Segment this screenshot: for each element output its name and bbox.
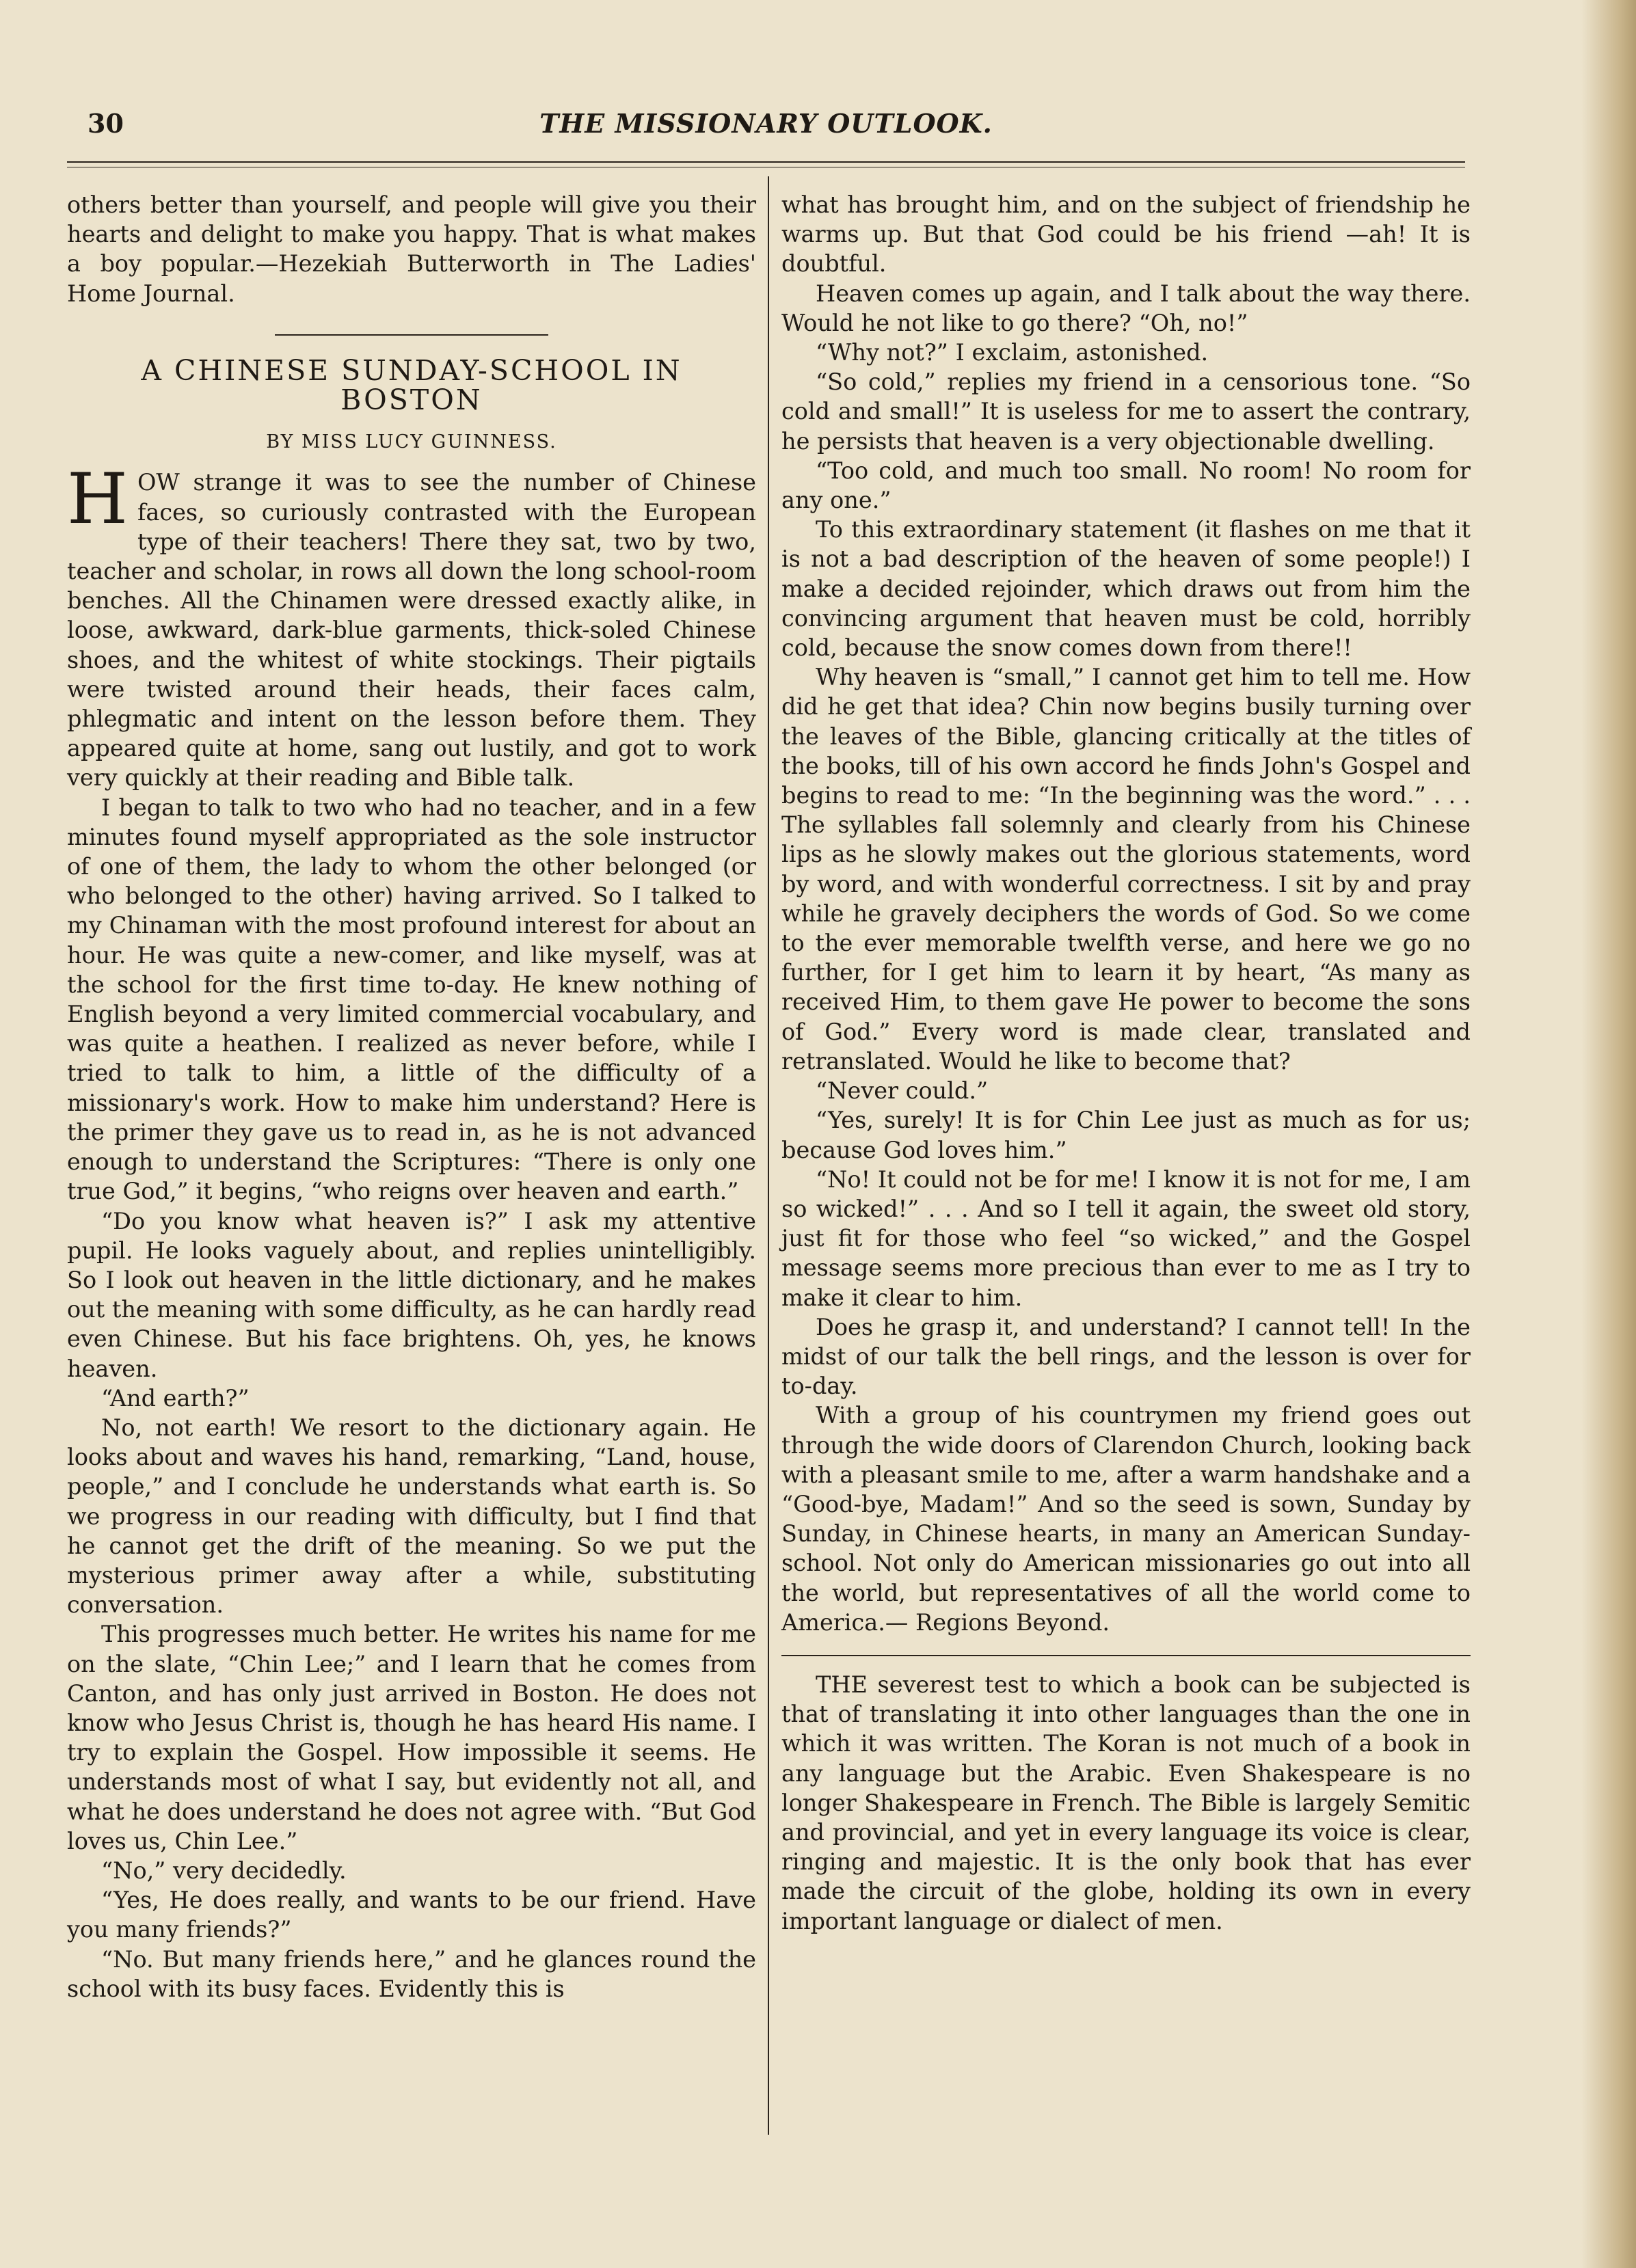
article-paragraph: Does he grasp it, and understand? I cannot tell! In the midst of our talk the bell rings, and the lesson is over for to-day. xyxy=(781,1313,1471,1400)
page-edge-shadow xyxy=(1581,0,1636,2268)
article-paragraph: Why heaven is “small,” I cannot get him to tell me. How did he get that idea? Chin now begins busily turning over the leaves of the Bible, glancing critically at the titles of the books, till of his own accord he finds John's Gospel and begins to read to me: “In the beginning was the word.” . . . The syllables fall solemnly and clearly from his Chinese lips as he slowly makes out the glorious statements, word by word, and with wonderful correctness. I sit by and pray while he gravely deciphers the words of God. So we come to the ever memorable twelfth verse, and here we go no further, for I get him to learn it by heart, “As many as received Him, to them gave He power to become the sons of God.” Every word is made clear, translated and retranslated. Would he like to become that? xyxy=(781,664,1471,1075)
article-paragraph: “And earth?” xyxy=(101,1384,250,1412)
drop-cap: H xyxy=(67,459,128,541)
article-paragraph: “Why not?” I exclaim, astonished. xyxy=(816,339,1209,366)
section-divider xyxy=(781,1655,1471,1656)
article-paragraph: This progresses much better. He writes his name for me on the slate, “Chin Lee;” and I learn that he comes from Canton, and has only just arrived in Boston. He does not know who Jesus Christ is, though he has heard His name. I try to explain the Gospel. How impossible it seems. He understands most of what I say, but evidently not all, and what he does understand he does not agree with. “But God loves us, Chin Lee.” xyxy=(67,1621,756,1854)
section-divider xyxy=(275,334,548,336)
column-divider xyxy=(768,176,769,2135)
article-paragraph: I began to talk to two who had no teacher, and in a few minutes found myself appropriated as the sole instructor of one of them, the lady to whom the other belonged (or who belonged to the other) having arrived. So I talked to my Chinaman with the most profound interest for about an hour. He was quite a new-comer, and like myself, was at the school for the first time to-day. He knew nothing of English beyond a very limited commercial vocabulary, and was quite a heathen. I realized as never before, while I tried to talk to him, a little of the difficulty of a missionary's work. How to make him understand? Here is the primer they gave us to read in, as he is not advanced enough to understand the Scriptures: “There is only one true God,” it begins, “who reigns over heaven and earth.” xyxy=(67,794,756,1205)
article-paragraph: “Never could.” xyxy=(816,1077,989,1105)
article-paragraph: To this extraordinary statement (it flashes on me that it is not a bad description of the heaven of some people!) I make a decided rejoinder, which draws out from him the convincing argument that heaven must be cold, horribly cold, because the snow comes down from there!! xyxy=(781,516,1471,662)
closing-paragraph xyxy=(781,1670,1471,1936)
article-paragraph: “Do you know what heaven is?” I ask my attentive pupil. He looks vaguely about, and replies unintelligibly. So I look out heaven in the little dictionary, and he makes out the meaning with some difficulty, as he can hardly read even Chinese. But his face brightens. Oh, yes, he knows heaven. xyxy=(67,1207,756,1382)
closing-lead-word: THE xyxy=(816,1671,868,1698)
page-header xyxy=(67,108,1465,146)
article-title: A CHINESE SUNDAY-SCHOOL IN BOSTON xyxy=(141,353,682,417)
article-paragraph: “Too cold, and much too small. No room! No room for any one.” xyxy=(781,457,1471,514)
article-paragraph: “Yes, surely! It is for Chin Lee just as much as for us; because God loves him.” xyxy=(781,1107,1471,1163)
left-column xyxy=(67,190,756,2003)
article-paragraph: “Yes, He does really, and wants to be our friend. Have you many friends?” xyxy=(67,1887,756,1943)
article-paragraph: “No! It could not be for me! I know it is not for me, I am so wicked!” . . . And so I tell it again, the sweet old story, just fit for those who feel “so wicked,” and the Gospel message seems more precious than ever to me as I try to make it clear to him. xyxy=(781,1165,1471,1311)
article-paragraph: No, not earth! We resort to the dictionary again. He looks about and waves his hand, remarking, “Land, house, people,” and I conclude he understands what earth is. So we progress in our reading with difficulty, but I find that he cannot get the drift of the meaning. So we put the mysterious primer away after a while, substituting conversation. xyxy=(67,1414,756,1619)
article-byline: BY MISS LUCY GUINNESS. xyxy=(266,431,557,453)
article-paragraph: “No. But many friends here,” and he glances round the school with its busy faces. Evidently this is xyxy=(67,1945,756,2002)
article-paragraph: “So cold,” replies my friend in a censorious tone. “So cold and small!” It is useless for me to assert the contrary, he persists that heaven is a very objectionable dwelling. xyxy=(781,368,1471,455)
article-paragraph: Heaven comes up again, and I talk about the way there. Would he not like to go there? “Oh, no!” xyxy=(781,280,1471,336)
article-paragraph xyxy=(67,459,756,792)
right-column xyxy=(781,190,1471,1936)
paragraph-text: OW strange it was to see the number of Chinese faces, so curiously contrasted with the European type of their teachers! There they sat, two by two, teacher and scholar, in rows all down the long school-room benches. All the Chinamen were dressed exactly alike, in loose, awkward, dark-blue garments, thick-soled Chinese shoes, and the whitest of white stockings. Their pigtails were twisted around their heads, their faces calm, phlegmatic and intent on the lesson before them. They appeared quite at home, sang out lustily, and got to work very quickly at their reading and Bible talk. xyxy=(67,469,756,792)
article-paragraph: With a group of his countrymen my friend goes out through the wide doors of Clarendon Church, looking back with a pleasant smile to me, after a warm handshake and a “Good-bye, Madam!” And so the seed is sown, Sunday by Sunday, in Chinese hearts, in many an American Sunday-school. Not only do American missionaries go out into all the world, but representatives of all the world come to America.— Regions Beyond. xyxy=(781,1402,1471,1636)
running-title: THE MISSIONARY OUTLOOK. xyxy=(539,108,993,139)
intro-paragraph: others better than yourself, and people will give you their hearts and delight to make you happy. That is what makes a boy popular.—Hezekiah Butterworth in The Ladies' Home Journal. xyxy=(67,191,756,307)
header-rule xyxy=(67,161,1465,163)
paragraph-text: severest test to which a book can be subjected is that of translating it into other languages than the one in which it was written. The Koran is not much of a book in any language but the Arabic. Even Shakespeare is no longer Shakespeare in French. The Bible is largely Semitic and provincial, and yet in every language its voice is clear, ringing and majestic. It is the only book that has ever made the circuit of the globe, holding its own in every important language or dialect of men. xyxy=(781,1671,1471,1934)
article-paragraph: what has brought him, and on the subject of friendship he warms up. But that God could be his friend —ah! It is doubtful. xyxy=(781,191,1471,278)
article-paragraph: “No,” very decidedly. xyxy=(101,1857,347,1884)
page-number: 30 xyxy=(88,108,124,139)
